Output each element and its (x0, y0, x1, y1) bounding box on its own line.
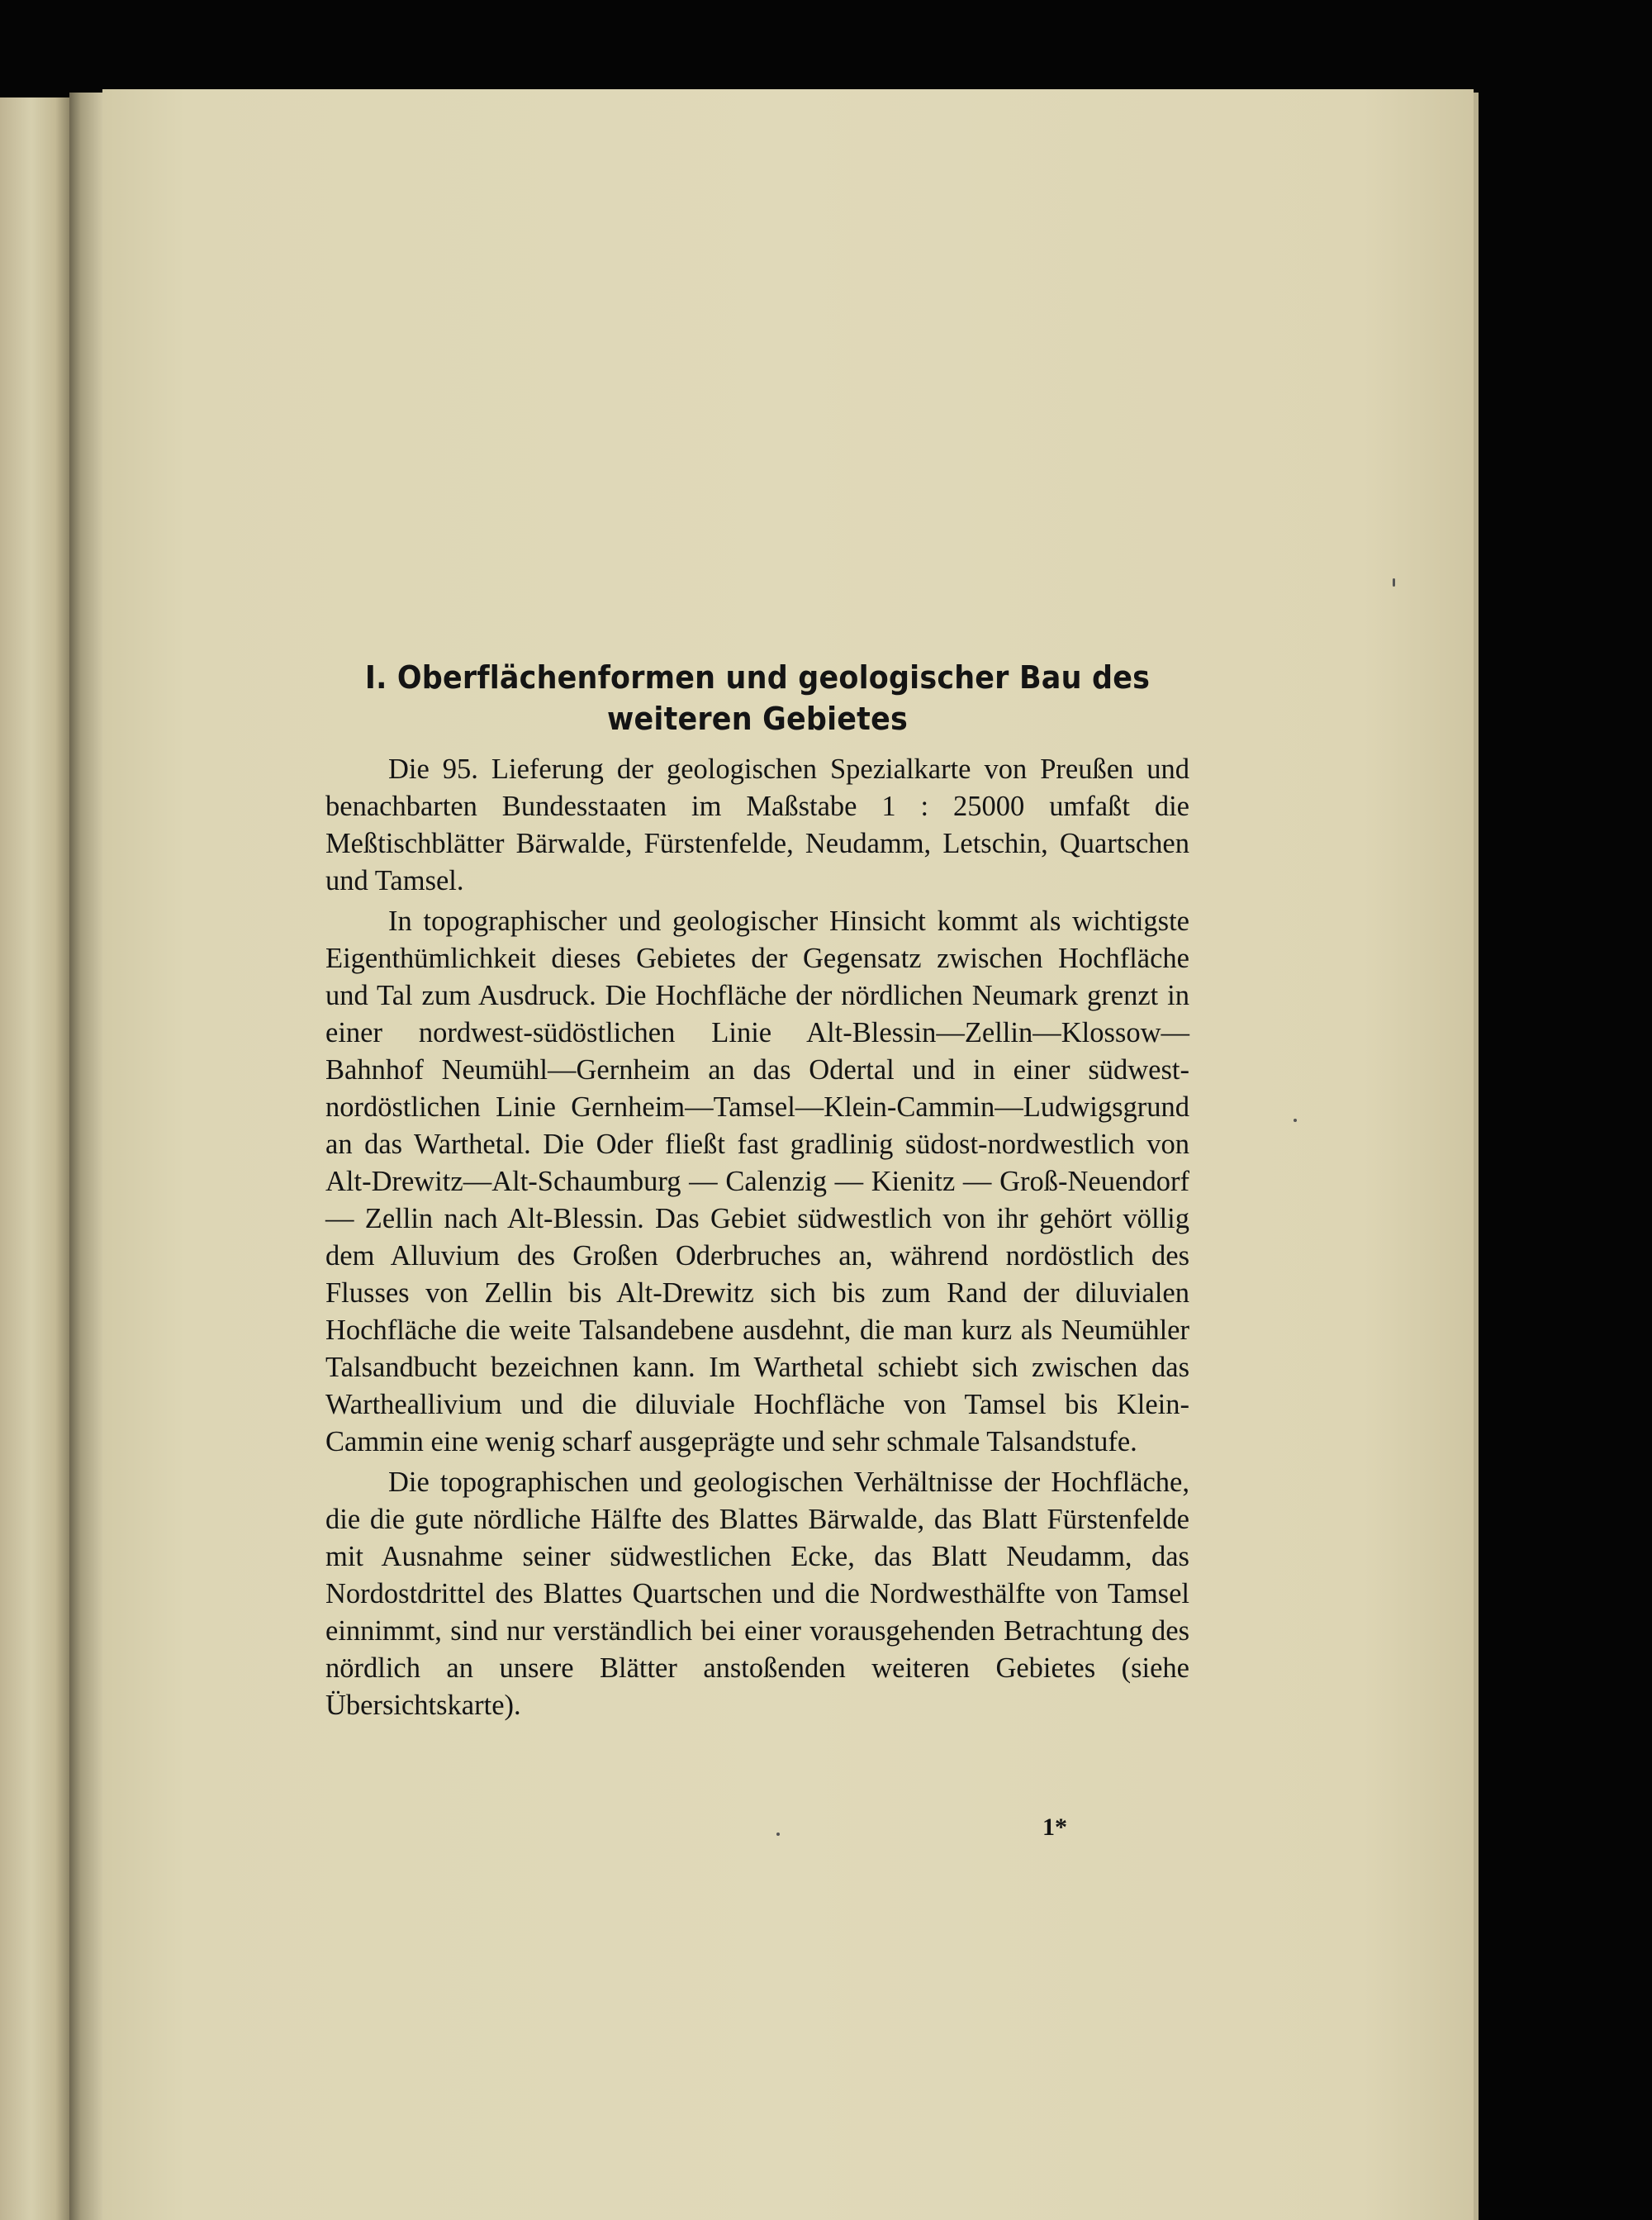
speck-mark (776, 1833, 780, 1836)
book-gutter (69, 93, 102, 2220)
paragraph-2: In topographischer und geologischer Hinsicht kommt als wichtigste Eigenthümlichkeit dieses Gebietes der Gegensatz zwischen Hochfläche und Tal zum Ausdruck. Die Hochfläche der nördlichen Neumark grenzt in einer nordwest-südöstlichen Linie Alt-Blessin—Zellin—Klossow—Bahnhof Neumühl—Gernheim an das Odertal und in einer südwest-nordöstlichen Linie Gernheim—Tamsel—Klein-Cammin—Ludwigsgrund an das Warthetal. Die Oder fließt fast gradlinig südost-nordwestlich von Alt-Drewitz—Alt-Schaumburg — Calenzig — Kienitz — Groß-Neuendorf — Zellin nach Alt-Blessin. Das Gebiet südwestlich von ihr gehört völlig dem Alluvium des Großen Oderbruches an, während nordöstlich des Flusses von Zellin bis Alt-Drewitz sich bis zum Rand der diluvialen Hochfläche die weite Talsandebene ausdehnt, die man kurz als Neumühler Talsandbucht bezeichnen kann. Im Warthetal schiebt sich zwischen das Wartheallivium und die diluviale Hochfläche von Tamsel bis Klein-Cammin eine wenig scharf ausgeprägte und sehr schmale Talsandstufe. (325, 906, 1189, 1457)
page-right-edge (1474, 93, 1479, 2220)
previous-page-edge (0, 97, 69, 2220)
speck-mark (1393, 578, 1395, 587)
paragraph-1: Die 95. Lieferung der geologischen Spezialkarte von Preußen und benachbarten Bundesstaaten im Maßstabe 1 : 25000 umfaßt die Meßtischblätter Bärwalde, Fürstenfelde, Neudamm, Letschin, Quartschen und Tamsel. (325, 753, 1189, 896)
page-content (325, 657, 1189, 1728)
chapter-heading: I. Oberflächenformen und geologischer Bau des weiteren Gebietes (364, 659, 1151, 737)
speck-mark (1294, 1119, 1297, 1122)
paragraph-3: Die topographischen und geologischen Verhältnisse der Hochfläche, die die gute nördliche Hälfte des Blattes Bärwalde, das Blatt Fürstenfelde mit Ausnahme seiner südwestlichen Ecke, das Blatt Neudamm, das Nordostdrittel des Blattes Quartschen und die Nordwesthälfte von Tamsel einnimmt, sind nur verständlich bei einer vorausgehenden Betrachtung des nördlich an unsere Blätter anstoßenden weiteren Gebietes (siehe Übersichtskarte). (325, 1467, 1189, 1721)
signature-mark: 1* (1042, 1814, 1067, 1841)
